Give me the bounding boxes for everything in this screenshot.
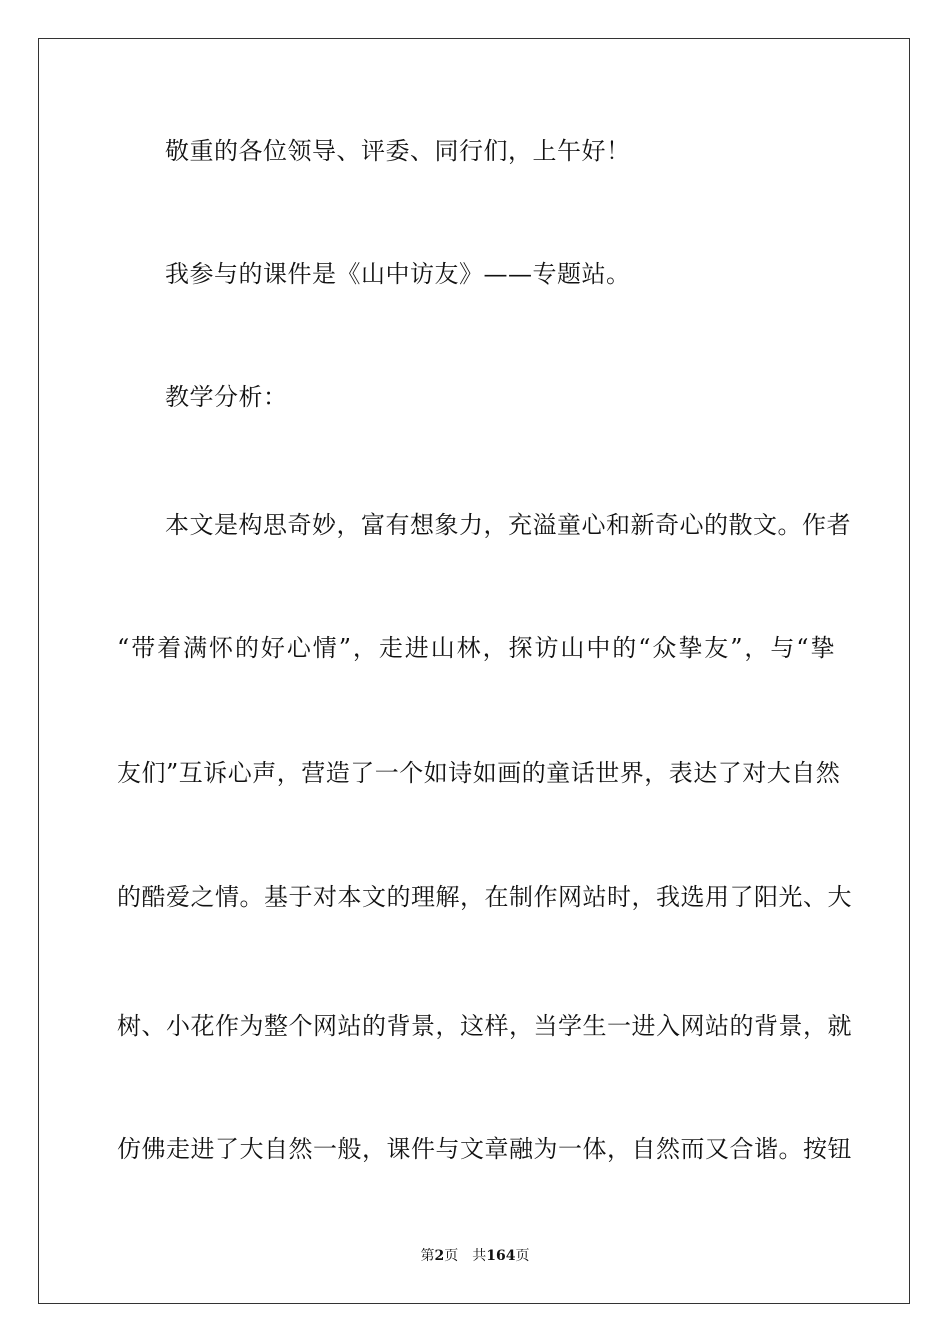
paragraph-line: 仿佛走进了大自然一般，课件与文章融为一体，自然而又合谐。按钮 [117,1135,852,1163]
total-suffix: 页 [515,1248,530,1264]
paragraph-line: 本文是构思奇妙，富有想象力，充溢童心和新奇心的散文。作者 [165,511,851,539]
total-prefix: 共 [472,1248,487,1264]
paragraph-line: 的酷爱之情。基于对本文的理解，在制作网站时，我选用了阳光、大 [117,883,852,911]
paragraph-line: “带着满怀的好心情”，走进山林，探访山中的“众挚友”，与“挚 [117,634,835,662]
page-number: 2 [434,1248,445,1264]
total-pages: 164 [486,1248,516,1264]
section-heading: 教学分析： [165,383,288,411]
paragraph-line: 树、小花作为整个网站的背景，这样，当学生一进入网站的背景，就 [117,1012,852,1040]
page-suffix: 页 [444,1248,459,1264]
page-border [38,38,910,1304]
greeting-line: 敬重的各位领导、评委、同行们，上午好！ [165,137,631,165]
page-footer [0,1247,950,1265]
courseware-intro-line: 我参与的课件是《山中访友》——专题站。 [165,260,631,288]
page-prefix: 第 [420,1248,435,1264]
paragraph-line: 友们”互诉心声，营造了一个如诗如画的童话世界，表达了对大自然 [117,759,841,787]
